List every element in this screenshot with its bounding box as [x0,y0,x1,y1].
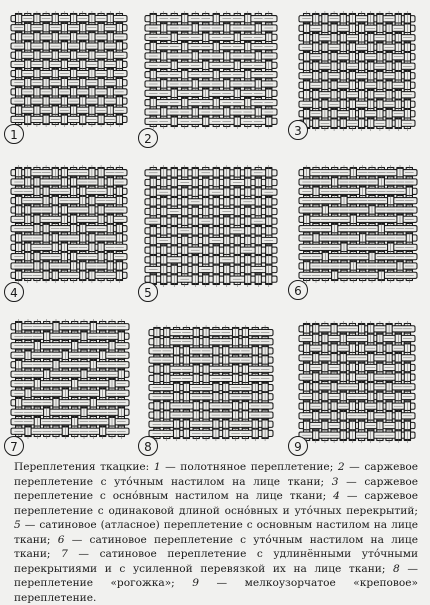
weave-panel-3 [298,10,416,132]
panel-number-label: 7 [4,436,24,456]
weave-panel-1 [10,10,128,128]
weave-panel-6 [298,164,418,284]
weave-panel-8 [148,324,274,442]
weave-panel-7 [10,318,130,440]
panel-number-label: 2 [138,128,158,148]
panel-number-label: 3 [288,120,308,140]
panel-number-label: 1 [4,124,24,144]
panel-number-label: 5 [138,282,158,302]
weave-panel-4 [10,164,128,284]
weave-panel-5 [144,164,278,288]
panel-number-label: 6 [288,280,308,300]
panel-number-label: 4 [4,282,24,302]
weave-panel-2 [144,10,278,130]
